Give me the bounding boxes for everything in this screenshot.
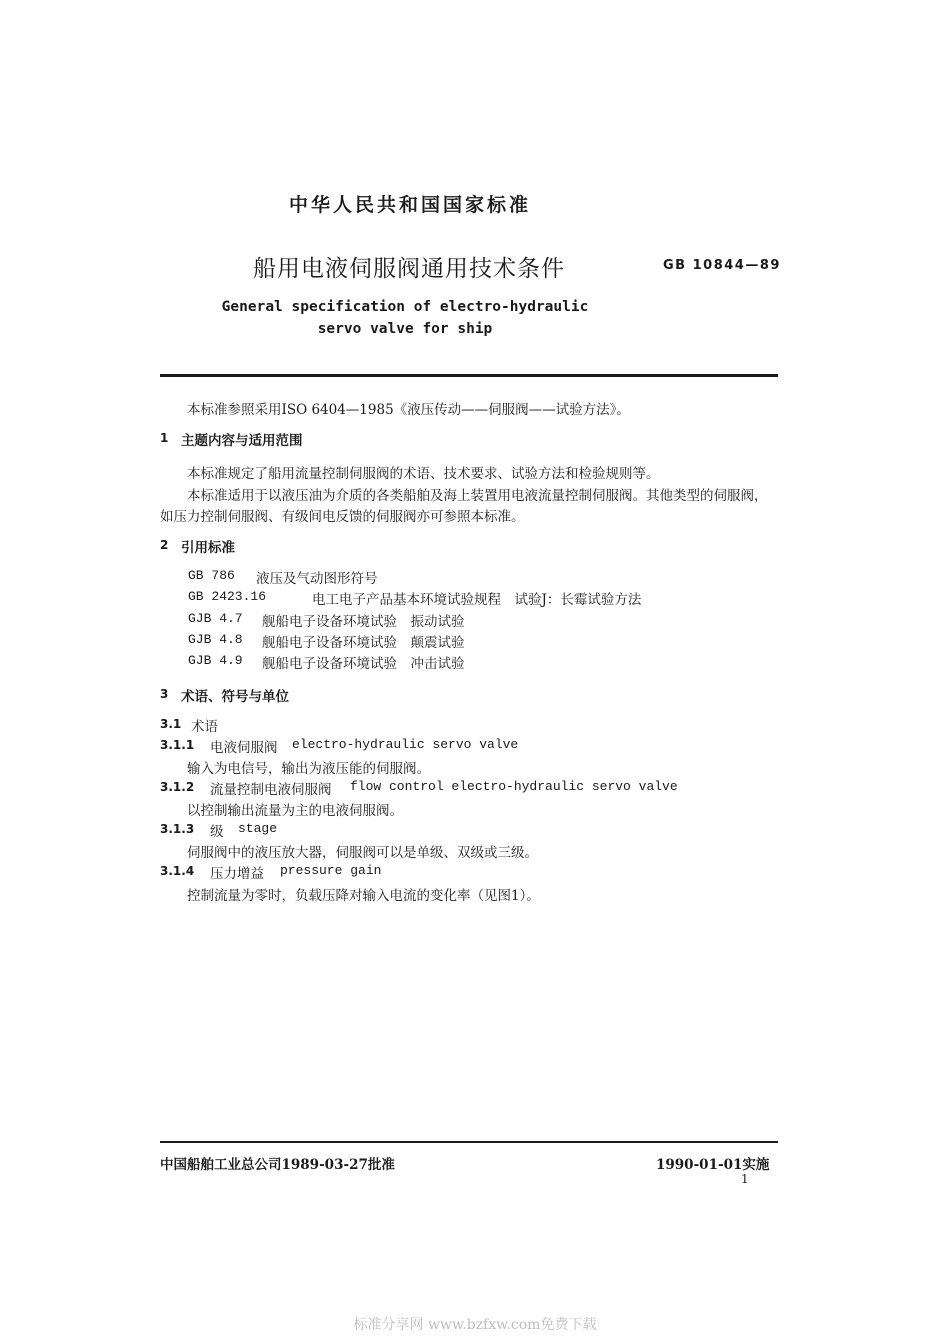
- term-number: 3.1.4: [160, 864, 195, 878]
- term-en: pressure gain: [280, 863, 382, 878]
- ref-code: GB 786: [188, 568, 235, 583]
- section-1-number: 1: [160, 431, 169, 445]
- term-definition: 控制流量为零时，负载压降对输入电流的变化率（见图1）。: [187, 888, 540, 904]
- term-cn: 压力增益: [210, 866, 264, 882]
- watermark-text: 标准分享网 www.bzfxw.com免费下载: [353, 1317, 597, 1333]
- ref-title: 舰船电子设备环境试验 振动试验: [262, 614, 465, 630]
- nation-standard-heading: 中华人民共和国国家标准: [288, 194, 531, 216]
- term-cn: 电液伺服阀: [210, 740, 278, 756]
- term-cn: 流量控制电液伺服阀: [210, 782, 332, 798]
- term-cn: 级: [210, 824, 224, 840]
- term-definition: 伺服阀中的液压放大器，伺服阀可以是单级、双级或三级。: [187, 845, 538, 861]
- ref-title: 舰船电子设备环境试验 冲击试验: [262, 656, 465, 672]
- effective-date: 1990-01-01实施: [656, 1157, 770, 1173]
- ref-title: 舰船电子设备环境试验 颠震试验: [262, 635, 465, 651]
- term-number: 3.1.2: [160, 780, 195, 794]
- term-number: 3.1.3: [160, 822, 195, 836]
- term-en: flow control electro-hydraulic servo valve: [350, 779, 678, 794]
- ref-title: 液压及气动图形符号: [256, 571, 378, 587]
- subsection-number: 3.1: [160, 717, 182, 731]
- title-en-line2: servo valve for ship: [317, 321, 493, 337]
- title-en-line1: General specification of electro-hydraulic: [221, 299, 589, 315]
- term-definition: 以控制输出流量为主的电液伺服阀。: [187, 803, 403, 819]
- approval-line: 中国船舶工业总公司1989-03-27批准: [160, 1157, 395, 1173]
- ref-code: GJB 4.8: [188, 632, 243, 647]
- section-1-title: 主题内容与适用范围: [181, 433, 303, 449]
- term-en: electro-hydraulic servo valve: [292, 737, 519, 752]
- standard-number: GB 10844—89: [663, 258, 781, 273]
- term-definition: 输入为电信号，输出为液压能的伺服阀。: [187, 761, 430, 777]
- ref-title: 电工电子产品基本环境试验规程 试验J：长霉试验方法: [312, 592, 642, 608]
- term-number: 3.1.1: [160, 738, 195, 752]
- top-divider: [160, 374, 778, 377]
- document-title-cn: 船用电液伺服阀通用技术条件: [253, 256, 565, 282]
- subsection-title: 术语: [191, 719, 218, 735]
- section-2-title: 引用标准: [181, 540, 235, 556]
- preface-text: 本标准参照采用ISO 6404—1985《液压传动——伺服阀——试验方法》。: [187, 402, 630, 418]
- section-1-para1: 本标准规定了船用流量控制伺服阀的术语、技术要求、试验方法和检验规则等。: [187, 466, 660, 482]
- ref-code: GJB 4.7: [188, 611, 243, 626]
- bottom-divider: [160, 1141, 778, 1143]
- term-en: stage: [238, 821, 278, 836]
- page-number: 1: [741, 1172, 749, 1186]
- ref-code: GJB 4.9: [188, 653, 243, 668]
- section-2-number: 2: [160, 538, 169, 552]
- section-1-para2-line2: 如压力控制伺服阀、有级间电反馈的伺服阀亦可参照本标准。: [160, 509, 525, 525]
- document-title-en: [0, 296, 810, 340]
- section-3-title: 术语、符号与单位: [181, 689, 289, 705]
- section-3-number: 3: [160, 687, 169, 701]
- section-1-para2-line1: 本标准适用于以液压油为介质的各类船舶及海上装置用电液流量控制伺服阀。其他类型的伺服阀，: [187, 488, 768, 504]
- ref-code: GB 2423.16: [188, 589, 267, 604]
